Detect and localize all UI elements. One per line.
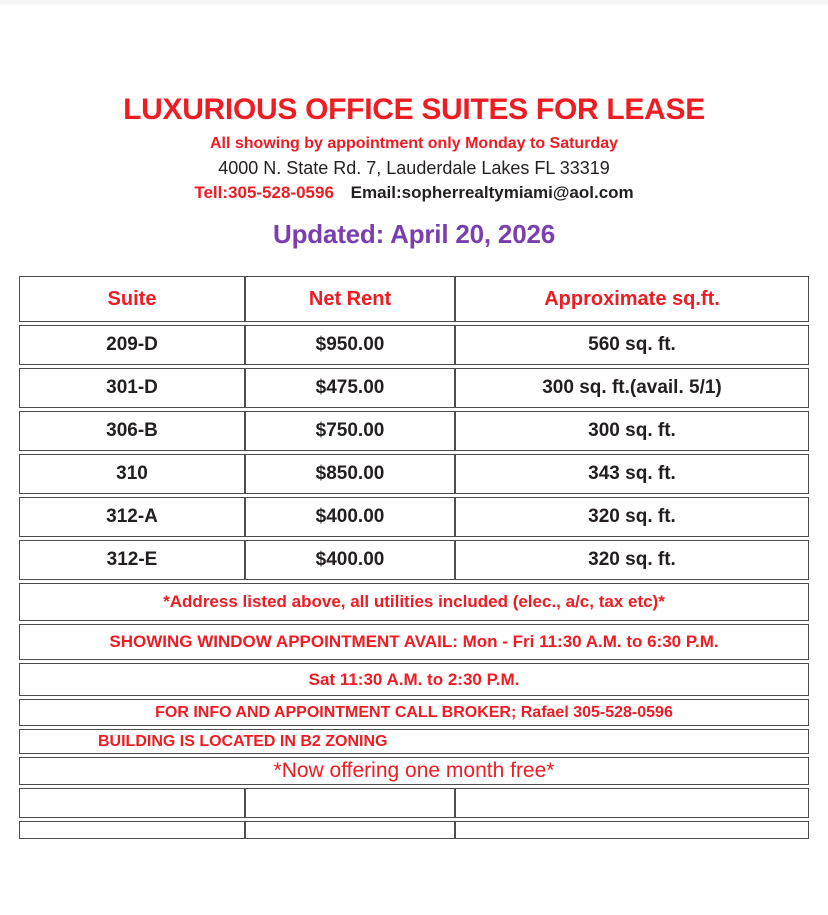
suite-cell: 310 [19, 454, 245, 494]
empty-cell [455, 788, 809, 818]
flyer-header [19, 93, 809, 250]
page-title: LUXURIOUS OFFICE SUITES FOR LEASE [123, 93, 705, 126]
email-address: Email:sopherrealtymiami@aol.com [350, 183, 634, 202]
sqft-cell: 300 sq. ft. [455, 411, 809, 451]
lease-flyer [19, 93, 809, 842]
note-row-zoning [19, 729, 809, 754]
table-row [19, 540, 809, 580]
street-address: 4000 N. State Rd. 7, Lauderdale Lakes FL 33319 [218, 158, 610, 178]
phone-number: Tell:305-528-0596 [194, 183, 334, 202]
lease-table [19, 273, 809, 842]
col-header-net-rent: Net Rent [245, 276, 455, 322]
note-row-utilities [19, 583, 809, 621]
table-row [19, 497, 809, 537]
empty-row [19, 788, 809, 818]
empty-row [19, 821, 809, 839]
table-row [19, 368, 809, 408]
rent-cell: $400.00 [245, 540, 455, 580]
suite-cell: 209-D [19, 325, 245, 365]
note-promo: *Now offering one month free* [19, 757, 809, 785]
note-row-broker [19, 699, 809, 726]
empty-cell [19, 788, 245, 818]
sqft-cell: 300 sq. ft.(avail. 5/1) [455, 368, 809, 408]
suite-cell: 312-E [19, 540, 245, 580]
note-showing-saturday: Sat 11:30 A.M. to 2:30 P.M. [19, 663, 809, 696]
empty-cell [455, 821, 809, 839]
suite-cell: 301-D [19, 368, 245, 408]
note-row-showing-saturday [19, 663, 809, 696]
note-row-promo [19, 757, 809, 785]
note-row-showing-weekday [19, 624, 809, 660]
table-header-row [19, 276, 809, 322]
note-showing-weekday: SHOWING WINDOW APPOINTMENT AVAIL: Mon - Fri 11:30 A.M. to 6:30 P.M. [19, 624, 809, 660]
updated-date: Updated: April 20, 2026 [273, 219, 555, 249]
rent-cell: $475.00 [245, 368, 455, 408]
note-utilities: *Address listed above, all utilities included (elec., a/c, tax etc)* [19, 583, 809, 621]
suite-cell: 312-A [19, 497, 245, 537]
photo-top-edge [0, 0, 828, 5]
col-header-suite: Suite [19, 276, 245, 322]
empty-cell [19, 821, 245, 839]
table-row [19, 454, 809, 494]
col-header-sqft: Approximate sq.ft. [455, 276, 809, 322]
sqft-cell: 320 sq. ft. [455, 497, 809, 537]
sqft-cell: 320 sq. ft. [455, 540, 809, 580]
sqft-cell: 560 sq. ft. [455, 325, 809, 365]
note-broker: FOR INFO AND APPOINTMENT CALL BROKER; Rafael 305-528-0596 [19, 699, 809, 726]
rent-cell: $750.00 [245, 411, 455, 451]
table-row [19, 325, 809, 365]
empty-cell [245, 788, 455, 818]
rent-cell: $400.00 [245, 497, 455, 537]
rent-cell: $850.00 [245, 454, 455, 494]
suite-cell: 306-B [19, 411, 245, 451]
showing-note: All showing by appointment only Monday to Saturday [209, 135, 618, 152]
empty-cell [245, 821, 455, 839]
table-row [19, 411, 809, 451]
sqft-cell: 343 sq. ft. [455, 454, 809, 494]
contact-line [19, 183, 809, 203]
note-zoning: BUILDING IS LOCATED IN B2 ZONING [19, 729, 809, 754]
rent-cell: $950.00 [245, 325, 455, 365]
